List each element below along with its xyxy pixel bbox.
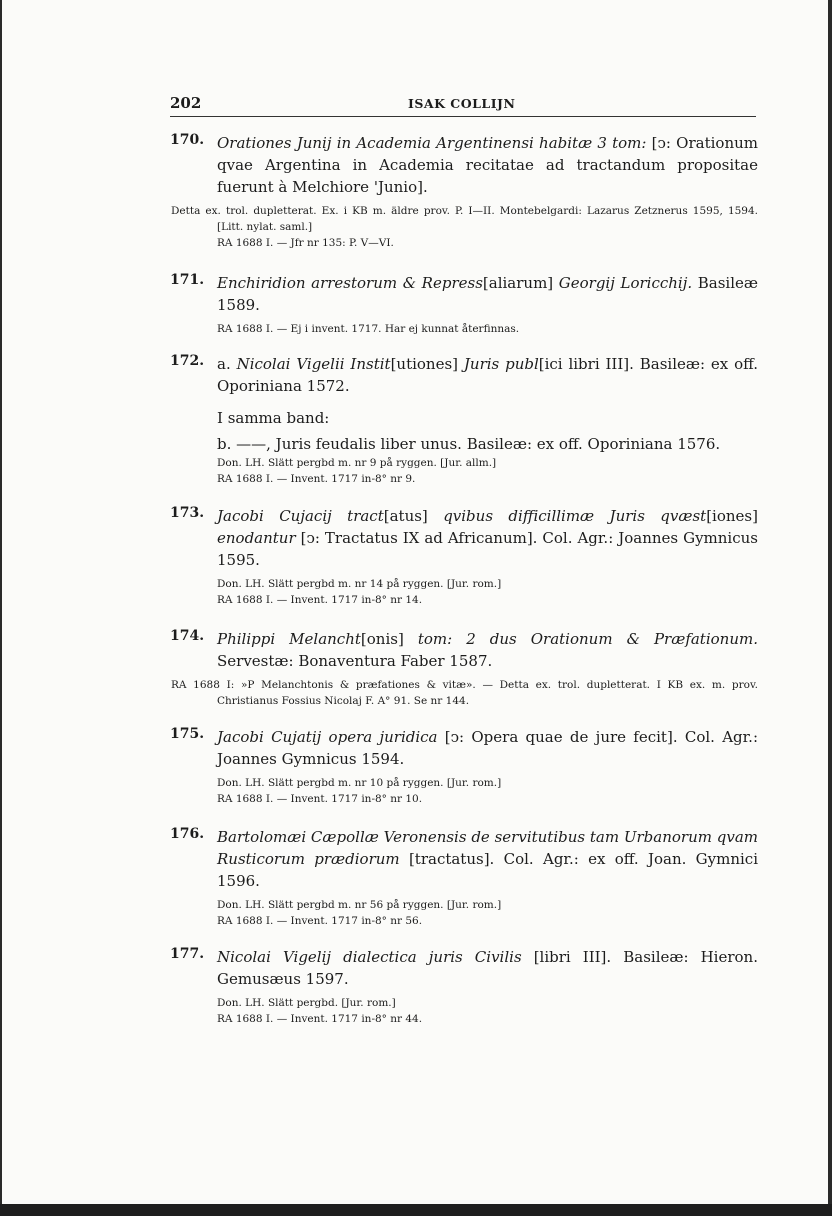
title-rest: [tractatus]. Col. Agr.: ex off. Joan. Gymnici 1596.: [217, 850, 759, 890]
entry-title: [217, 272, 758, 316]
title-italic: Jacobi Cujatij opera juridica: [217, 728, 438, 746]
same-volume-label: I samma band:: [217, 409, 330, 427]
catalog-entry-171: [170, 272, 758, 337]
title-bracket: [onis]: [360, 630, 418, 648]
title-italic: Juris publ: [463, 355, 539, 373]
entry-note: RA 1688 I. — Invent. 1717 in-8° nr 14.: [217, 594, 423, 606]
entry-title: [217, 353, 758, 397]
catalog-entry-170: [170, 132, 758, 251]
scan-edge-left: [0, 0, 2, 1216]
title-rest: Basileæ 1589.: [217, 274, 758, 314]
page-number: 202: [170, 94, 202, 112]
entry-note: Don. LH. Slätt pergbd. [Jur. rom.]: [217, 997, 396, 1009]
entry-title-b: b. ——, Juris feudalis liber unus. Basileæ: ex off. Oporiniana 1576.: [217, 435, 721, 453]
entry-title: [217, 505, 758, 571]
entry-note: Don. LH. Slätt pergbd m. nr 56 på ryggen. [Jur. rom.]: [217, 899, 502, 911]
entry-note: RA 1688 I. — Jfr nr 135: P. V—VI.: [217, 237, 394, 249]
title-italic: Nicolai Vigelii Instit: [236, 355, 391, 373]
entry-note: RA 1688 I: »P Melanchtonis & præfationes & vitæ». — Detta ex. trol. dupletterat. I KB ex. m. prov. Christianus Fossius Nicolaj F. A° 91. Se nr 144.: [171, 679, 758, 707]
title-rest: [ↄ: Opera quae de jure fecit]. Col. Agr.: Joannes Gymnicus 1594.: [217, 728, 759, 768]
title-italic: enodantur: [217, 529, 296, 547]
page-header: [170, 94, 756, 117]
title-rest: [ici libri III]. Basileæ: ex off. Oporiniana 1572.: [217, 355, 758, 395]
entry-note: RA 1688 I. — Invent. 1717 in-8° nr 56.: [217, 915, 423, 927]
catalog-entry-172: [170, 353, 758, 487]
title-italic: Bartolomæi Cæpollæ Veronensis de servitutibus tam Urbanorum qvam Rusticorum prædiorum: [217, 828, 758, 868]
catalog-entry-176: [170, 826, 758, 929]
part-label: a.: [217, 355, 237, 373]
catalog-entry-174: [170, 628, 758, 709]
catalog-entry-177: [170, 946, 758, 1027]
title-rest: [ↄ: Tractatus IX ad Africanum]. Col. Agr.: Joannes Gymnicus 1595.: [217, 529, 758, 569]
entry-number: 173.: [170, 505, 205, 521]
title-italic: tom: 2 dus Orationum & Præfationum.: [417, 630, 758, 648]
entry-title: [217, 826, 758, 892]
entry-number: 177.: [170, 946, 205, 962]
entry-number: 176.: [170, 826, 205, 842]
running-head: ISAK COLLIJN: [408, 96, 516, 111]
entry-note: RA 1688 I. — Invent. 1717 in-8° nr 10.: [217, 793, 423, 805]
entry-note: RA 1688 I. — Ej i invent. 1717. Har ej kunnat återfinnas.: [217, 323, 520, 335]
entry-title: [217, 628, 758, 672]
entry-title: [217, 946, 758, 990]
catalog-entry-173: [170, 505, 758, 608]
entry-note: RA 1688 I. — Invent. 1717 in-8° nr 9.: [217, 473, 416, 485]
entry-number: 172.: [170, 353, 205, 369]
title-rest: Servestæ: Bonaventura Faber 1587.: [217, 652, 493, 670]
title-rest: [libri III]. Basileæ: Hieron. Gemusæus 1597.: [217, 948, 758, 988]
entry-note: RA 1688 I. — Invent. 1717 in-8° nr 44.: [217, 1013, 423, 1025]
entry-note: Detta ex. trol. dupletterat. Ex. i KB m. äldre prov. P. I—II. Montebelgardi: Lazarus Zetznerus 1595, 1594. [Litt. nylat. saml.]: [171, 205, 758, 233]
entry-title: [217, 726, 758, 770]
entry-note: Don. LH. Slätt pergbd m. nr 10 på ryggen. [Jur. rom.]: [217, 777, 502, 789]
title-italic: Georgij Loricchij.: [558, 274, 693, 292]
entry-note: Don. LH. Slätt pergbd m. nr 14 på ryggen. [Jur. rom.]: [217, 578, 502, 590]
title-bracket: [atus]: [383, 507, 444, 525]
title-bracket: [aliarum]: [482, 274, 559, 292]
title-italic: Orationes Junij in Academia Argentinensi habitæ 3 tom:: [217, 134, 647, 152]
entry-note: Don. LH. Slätt pergbd m. nr 9 på ryggen. [Jur. allm.]: [217, 457, 497, 469]
title-italic: Enchiridion arrestorum & Repress: [217, 274, 483, 292]
entry-number: 175.: [170, 726, 205, 742]
scan-edge-bottom: [0, 1204, 832, 1216]
entry-title: [217, 132, 758, 198]
title-italic: Nicolai Vigelij dialectica juris Civilis: [217, 948, 522, 966]
title-italic: qvibus difficillimæ Juris qvæst: [443, 507, 707, 525]
title-bracket: [iones]: [706, 507, 758, 525]
scan-edge-right: [828, 0, 832, 1216]
catalog-entry-175: [170, 726, 758, 807]
title-bracket: [utiones]: [390, 355, 464, 373]
entry-number: 171.: [170, 272, 205, 288]
title-italic: Jacobi Cujacij tract: [217, 507, 384, 525]
title-italic: Philippi Melancht: [217, 630, 361, 648]
entry-number: 170.: [170, 132, 205, 148]
title-rest: [ↄ: Orationum qvae Argentina in Academia recitatae ad tractandum propositae fuerunt à Melchiore 'Junio].: [217, 134, 758, 196]
entry-number: 174.: [170, 628, 205, 644]
